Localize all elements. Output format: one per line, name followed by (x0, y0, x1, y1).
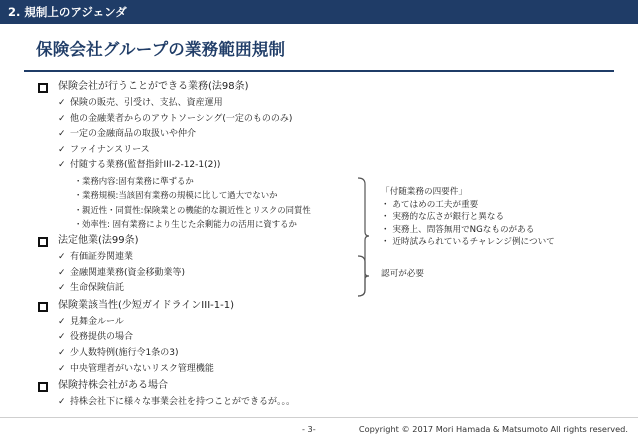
checkmark-icon: ✓ (58, 283, 66, 294)
list-item-text: 生命保険信託 (70, 283, 125, 294)
square-bullet-icon (38, 302, 48, 312)
list-item (38, 395, 558, 411)
checkmark-icon: ✓ (58, 129, 66, 140)
bullet-dot-icon: ・ (74, 190, 83, 201)
checkmark-icon: ✓ (58, 267, 66, 278)
section-heading (38, 297, 558, 315)
list-item (38, 281, 558, 297)
checkmark-icon: ✓ (58, 144, 66, 155)
list-item (38, 158, 558, 174)
list-item-text: 見舞金ルール (70, 316, 124, 327)
section-header-bar (0, 0, 638, 24)
square-bullet-icon (38, 83, 48, 93)
list-item (38, 96, 558, 112)
sub-item-text: 業務規模:当該固有業務の規模に比して過大でないか (82, 190, 278, 201)
section-label: 保険会社が行うことができる業務(法98条) (58, 81, 249, 92)
list-item (38, 266, 558, 282)
section-heading (38, 377, 558, 395)
page-title: 保険会社グループの業務範囲規制 (36, 40, 286, 59)
square-bullet-icon (38, 237, 48, 247)
list-item-text: 役務提供の場合 (70, 332, 134, 343)
list-item (38, 127, 558, 143)
note-line: ・ 実務的な広さが銀行と異なる (381, 212, 505, 222)
square-bullet-icon (38, 382, 48, 392)
list-item-text: 中央管理者がいないリスク管理機能 (70, 363, 214, 374)
section-header-title: 2. 規制上のアジェンダ (8, 5, 127, 19)
list-item-text: 持株会社下に様々な事業会社を持つことができるが。。。 (70, 397, 296, 408)
bullet-dot-icon: ・ (74, 204, 83, 215)
list-item-text: 他の金融業者からのアウトソーシング(一定のもののみ) (70, 113, 293, 124)
approval-note: 認可が必要 (381, 269, 424, 279)
checkmark-icon: ✓ (58, 113, 66, 124)
bullet-dot-icon: ・ (74, 219, 83, 230)
section-heading (38, 78, 558, 96)
list-item (38, 250, 558, 266)
checkmark-icon: ✓ (58, 251, 66, 262)
four-requirements-note (381, 186, 555, 249)
page-number: - 3- (302, 424, 316, 434)
checkmark-icon: ✓ (58, 347, 66, 358)
sub-item-text: 業務内容:固有業務に準ずるか (82, 175, 194, 186)
title-underline (24, 70, 614, 72)
list-item (38, 112, 558, 128)
list-item (38, 315, 558, 331)
list-item (38, 346, 558, 362)
checkmark-icon: ✓ (58, 332, 66, 343)
checkmark-icon: ✓ (58, 160, 66, 171)
copyright-text: Copyright © 2017 Mori Hamada & Matsumoto All rights reserved. (358, 424, 628, 434)
list-item (38, 362, 558, 378)
sub-item-text: 親近性・同質性:保険業との機能的な親近性とリスクの同質性 (82, 204, 311, 215)
list-item-text: 保険の販売、引受け、支払、資産運用 (70, 98, 223, 108)
list-item-text: 少人数特例(施行令1条の3) (70, 347, 179, 358)
footer (0, 417, 638, 442)
section-label: 法定他業(法99条) (58, 234, 139, 246)
checkmark-icon: ✓ (58, 98, 66, 108)
list-item (38, 143, 558, 159)
note-line: ・ 近時試みられているチャレンジ例について (381, 237, 555, 247)
list-item-text: 金融関連業務(資金移動業等) (70, 267, 186, 278)
note-title: 「付随業務の四要件」 (381, 187, 467, 197)
list-item-text: 付随する業務(監督指針III-2-12-1(2)) (70, 160, 221, 171)
list-item-text: 有価証券関連業 (70, 251, 134, 262)
sub-item-text: 効率性: 固有業務により生じた余剰能力の活用に資するか (82, 219, 297, 230)
note-line: ・ 実務上、問答無用でNGなものがある (381, 224, 535, 235)
checkmark-icon: ✓ (58, 397, 66, 408)
section-label: 保険業該当性(少短ガイドラインIII-1-1) (58, 299, 234, 311)
list-item-text: 一定の金融商品の取扱いや仲介 (70, 129, 197, 140)
bullet-dot-icon: ・ (74, 175, 83, 186)
list-item-text: ファイナンスリース (70, 144, 150, 155)
note-line: ・ あてはめの工夫が重要 (381, 199, 479, 210)
checkmark-icon: ✓ (58, 316, 66, 327)
section-label: 保険持株会社がある場合 (58, 380, 168, 392)
checkmark-icon: ✓ (58, 363, 66, 374)
list-item (38, 330, 558, 346)
